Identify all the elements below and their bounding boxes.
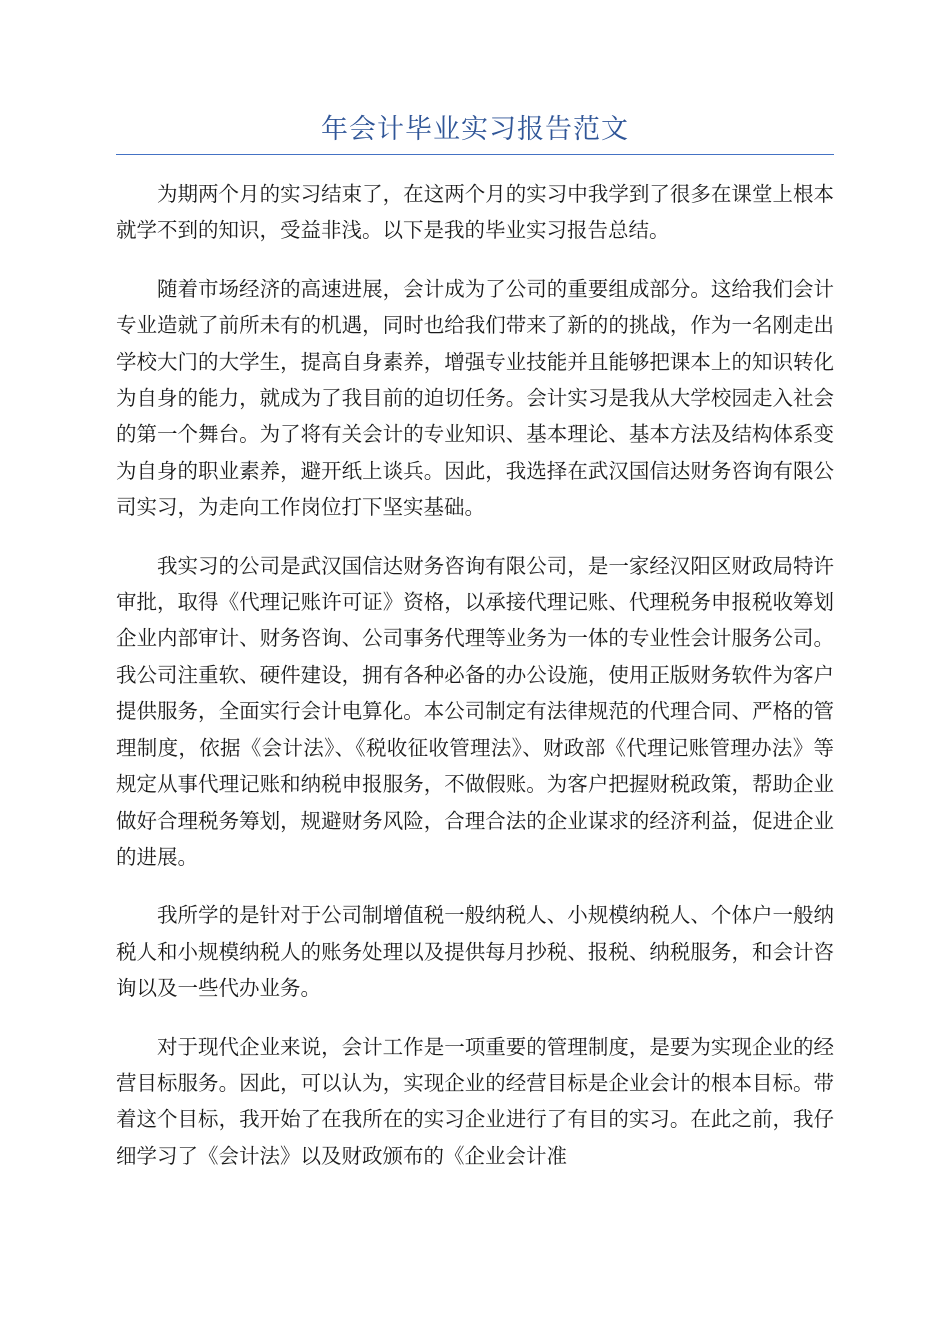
paragraph: 为期两个月的实习结束了，在这两个月的实习中我学到了很多在课堂上根本就学不到的知识，受益非浅。以下是我的毕业实习报告总结。 xyxy=(116,182,834,243)
paragraph: 我实习的公司是武汉国信达财务咨询有限公司，是一家经汉阳区财政局特许审批，取得《代理记账许可证》资格，以承接代理记账、代理税务申报税收筹划企业内部审计、财务咨询、公司事务代理等业务为一体的专业性会计服务公司。我公司注重软、硬件建设，拥有各种必备的办公设施，使用正版财务软件为客户提供服务，全面实行会计电算化。本公司制定有法律规范的代理合同、严格的管理制度，依据《会计法》、《税收征收管理法》、财政部《代理记账管理办法》等规定从事代理记账和纳税申报服务，不做假账。为客户把握财税政策，帮助企业做好合理税务筹划，规避财务风险，合理合法的企业谋求的经济利益，促进企业的进展。 xyxy=(116,553,834,869)
title-underline xyxy=(116,154,834,155)
paragraph: 我所学的是针对于公司制增值税一般纳税人、小规模纳税人、个体户一般纳税人和小规模纳税人的账务处理以及提供每月抄税、报税、纳税服务，和会计咨询以及一些代办业务。 xyxy=(116,903,834,1001)
paragraph: 随着市场经济的高速进展，会计成为了公司的重要组成部分。这给我们会计专业造就了前所未有的机遇，同时也给我们带来了新的的挑战，作为一名刚走出学校大门的大学生，提高自身素养，增强专业技能并且能够把课本上的知识转化为自身的能力，就成为了我目前的迫切任务。会计实习是我从大学校园走入社会的第一个舞台。为了将有关会计的专业知识、基本理论、基本方法及结构体系变为自身的职业素养，避开纸上谈兵。因此，我选择在武汉国信达财务咨询有限公司实习，为走向工作岗位打下坚实基础。 xyxy=(116,276,834,520)
paragraph: 对于现代企业来说，会计工作是一项重要的管理制度，是要为实现企业的经营目标服务。因此，可以认为，实现企业的经营目标是企业会计的根本目标。带着这个目标，我开始了在我所在的实习企业进行了有目的实习。在此之前，我仔细学习了《会计法》以及财政颁布的《企业会计准 xyxy=(116,1034,834,1168)
page-title: 年会计毕业实习报告范文 xyxy=(321,114,629,145)
document-body xyxy=(116,176,834,1196)
